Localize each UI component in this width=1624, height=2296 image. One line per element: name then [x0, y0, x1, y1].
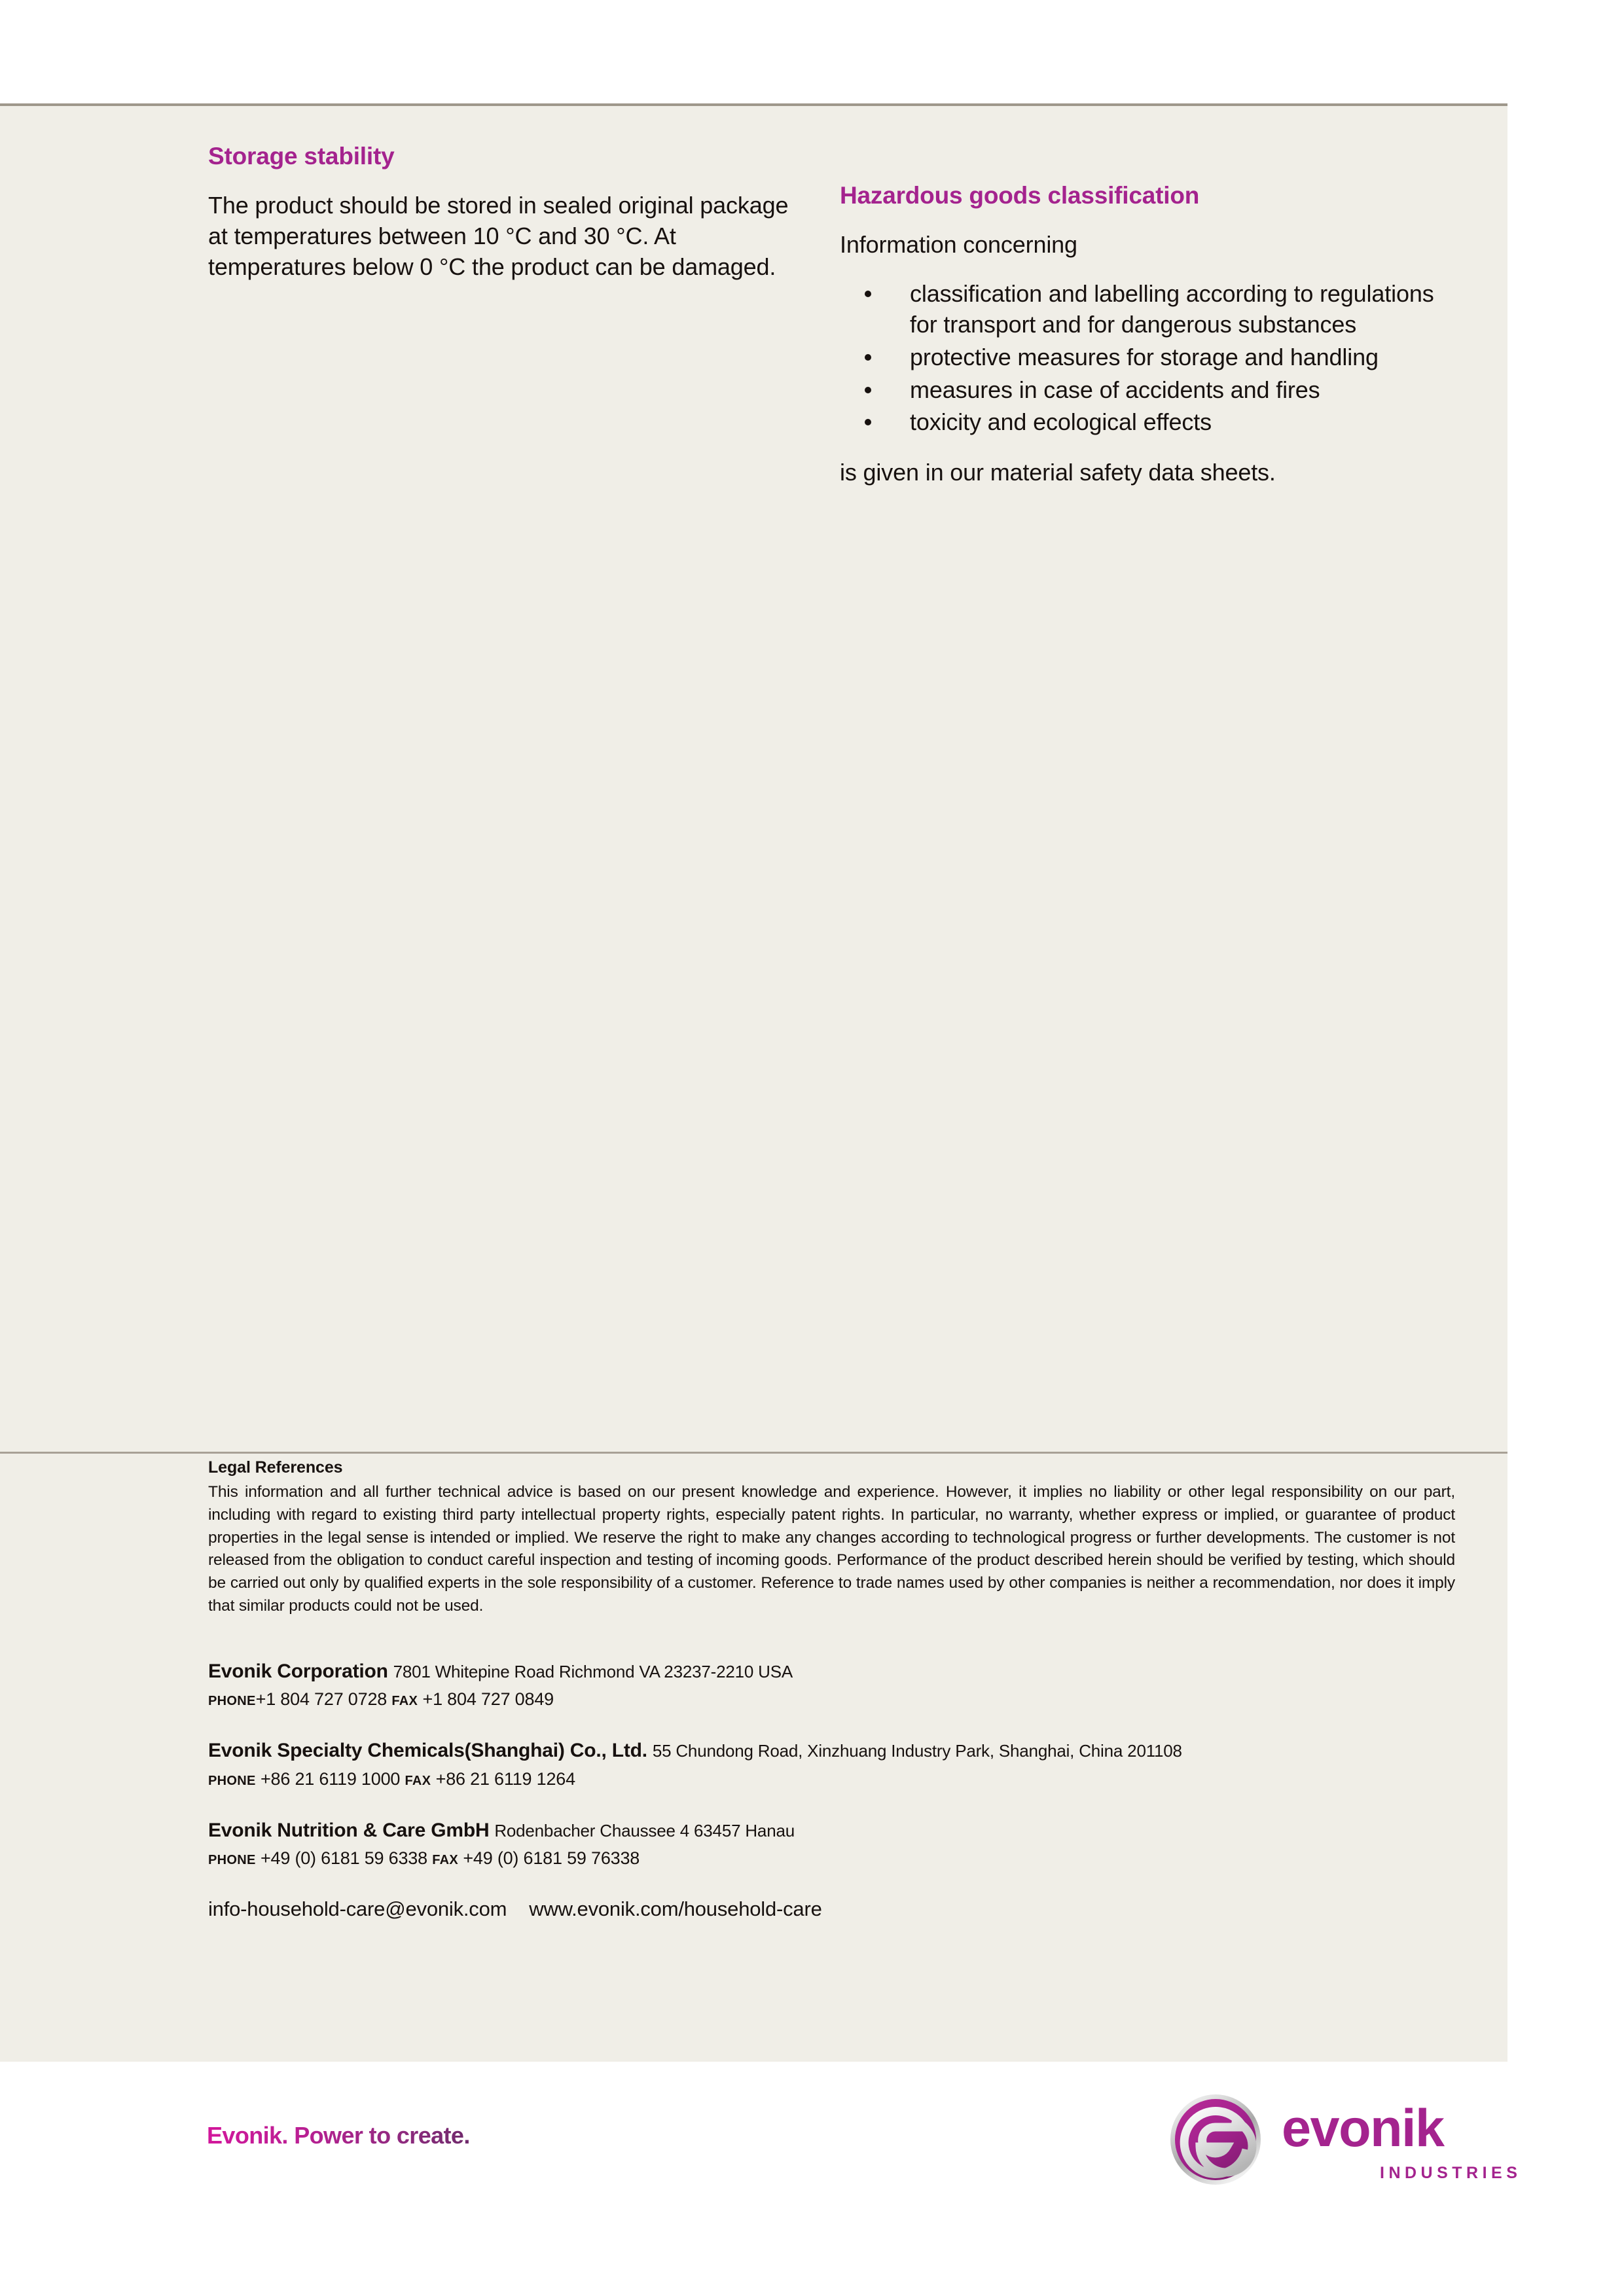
evonik-wordmark: evonik	[1282, 2099, 1444, 2158]
contact-block-evonik-nutrition-and-care	[208, 1818, 1455, 1869]
fax-label: FAX	[391, 1694, 418, 1709]
phone-number: +86 21 6119 1000	[260, 1768, 401, 1789]
fax-number: +1 804 727 0849	[422, 1689, 554, 1710]
weblinks-line	[208, 1897, 1455, 1921]
bullet-dot-icon	[865, 291, 871, 297]
bullet-dot-icon	[865, 419, 871, 425]
phone-label: PHONE	[208, 1853, 256, 1868]
evonik-logo	[1169, 2088, 1522, 2202]
hazardous-goods-closing: is given in our material safety data sheets.	[840, 459, 1276, 486]
fax-label: FAX	[432, 1853, 459, 1868]
contact-org-name: Evonik Corporation	[208, 1660, 388, 1682]
legal-references-body: This information and all further technical advice is based on our present knowledge and experience. However, it implies no liability or other legal responsibility on our part, including with regard to existing third party intellectual property rights, especially patent rights. In particular, no warranty, whether express or implied, or guarantee of product properties in the legal sense is intended or implied. We reserve the right to make any changes according to technological progress or further developments. The customer is not released from the obligation to conduct careful inspection and testing of incoming goods. Performance of the product described herein should be verified by testing, which should be carried out only by qualified experts in the sole responsibility of a customer. Reference to trade names used by other companies is neither a recommendation, nor does it imply that similar products could not be used.	[208, 1483, 1455, 1615]
storage-stability-section	[208, 142, 791, 283]
phone-label: PHONE	[208, 1694, 256, 1709]
fax-number: +86 21 6119 1264	[435, 1768, 575, 1789]
legal-divider-rule	[0, 1452, 1507, 1454]
hazardous-goods-bullet-list	[840, 279, 1458, 438]
phone-number: +1 804 727 0728	[255, 1689, 388, 1710]
list-item	[840, 279, 1458, 340]
contact-org-address: 7801 Whitepine Road Richmond VA 23237-2210 USA	[393, 1661, 793, 1681]
list-item-label: measures in case of accidents and fires	[910, 376, 1320, 403]
legal-references-title: Legal References	[208, 1458, 343, 1477]
storage-stability-paragraph: The product should be stored in sealed original package at temperatures between 10 °C and 30 °C. At temperatures below 0 °C the product can be damaged.	[208, 192, 789, 280]
contact-website-link[interactable]: www.evonik.com/household-care	[529, 1897, 822, 1921]
evonik-logo-subtitle: INDUSTRIES	[1380, 2164, 1522, 2182]
contact-block-evonik-corporation	[208, 1659, 1455, 1710]
contact-tel-line	[208, 1689, 1455, 1710]
hazardous-goods-heading: Hazardous goods classification	[840, 182, 1200, 209]
list-item-label: protective measures for storage and handling	[910, 343, 1379, 370]
contact-tel-line	[208, 1848, 1455, 1869]
contact-org-line	[208, 1738, 1455, 1763]
list-item	[840, 342, 1458, 373]
phone-label: PHONE	[208, 1773, 256, 1788]
contact-tel-line	[208, 1769, 1455, 1789]
contact-org-name: Evonik Nutrition & Care GmbH	[208, 1819, 490, 1841]
hazardous-goods-intro: Information concerning	[840, 231, 1077, 259]
contact-email-link[interactable]: info-household-care@evonik.com	[208, 1897, 507, 1921]
page-footer	[0, 2062, 1624, 2296]
contacts-list	[208, 1659, 1455, 1869]
contact-org-address: Rodenbacher Chaussee 4 63457 Hanau	[494, 1820, 795, 1840]
list-item-label: toxicity and ecological effects	[910, 408, 1212, 436]
fax-label: FAX	[405, 1773, 431, 1788]
list-item	[840, 407, 1458, 438]
contact-org-address: 55 Chundong Road, Xinzhuang Industry Park, Shanghai, China 201108	[652, 1741, 1182, 1761]
bullet-dot-icon	[865, 387, 871, 393]
list-item	[840, 375, 1458, 406]
contact-org-line	[208, 1659, 1455, 1684]
bullet-dot-icon	[865, 354, 871, 361]
storage-stability-heading: Storage stability	[208, 143, 395, 170]
legal-and-contacts-block	[208, 1458, 1455, 1921]
phone-number: +49 (0) 6181 59 6338	[260, 1848, 427, 1869]
list-item-label: classification and labelling according to regulations for transport and for dangerous substances	[910, 280, 1434, 338]
contact-org-line	[208, 1818, 1455, 1843]
contact-block-evonik-specialty-chemicals-shanghai	[208, 1738, 1455, 1789]
evonik-spiral-e-mark	[1169, 2093, 1262, 2186]
hazardous-goods-section	[840, 181, 1458, 488]
contact-org-name: Evonik Specialty Chemicals(Shanghai) Co., Ltd.	[208, 1740, 647, 1762]
fax-number: +49 (0) 6181 59 76338	[463, 1848, 640, 1869]
brand-claim: Evonik. Power to create.	[207, 2122, 470, 2149]
